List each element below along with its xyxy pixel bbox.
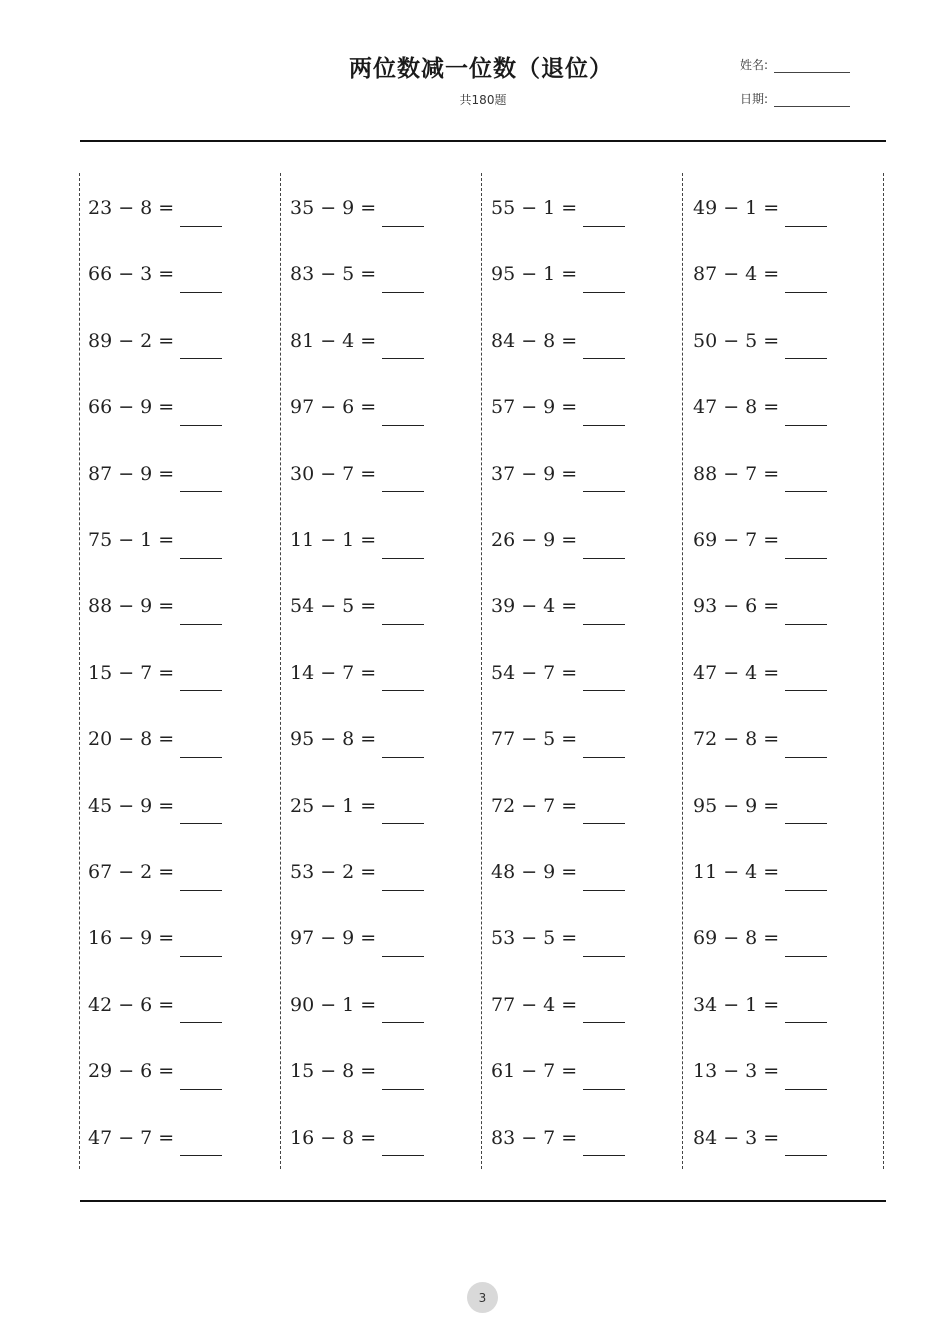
problem-item bbox=[88, 719, 222, 759]
problem-expression: 16 − 8 = bbox=[290, 1126, 377, 1149]
answer-blank[interactable] bbox=[180, 870, 222, 891]
answer-blank[interactable] bbox=[785, 538, 827, 559]
answer-blank[interactable] bbox=[785, 670, 827, 691]
answer-blank[interactable] bbox=[180, 803, 222, 824]
problem-item bbox=[491, 520, 625, 560]
problem-expression: 83 − 7 = bbox=[491, 1126, 578, 1149]
problem-item bbox=[88, 520, 222, 560]
answer-blank[interactable] bbox=[583, 870, 625, 891]
answer-blank[interactable] bbox=[382, 870, 424, 891]
problem-expression: 93 − 6 = bbox=[693, 595, 780, 618]
problem-expression: 84 − 8 = bbox=[491, 329, 578, 352]
problem-expression: 81 − 4 = bbox=[290, 329, 377, 352]
problem-item bbox=[290, 387, 424, 427]
answer-blank[interactable] bbox=[382, 1002, 424, 1023]
problem-expression: 95 − 8 = bbox=[290, 728, 377, 751]
problem-item bbox=[290, 985, 424, 1025]
answer-blank[interactable] bbox=[180, 1069, 222, 1090]
problem-item bbox=[88, 188, 222, 228]
problem-expression: 97 − 6 = bbox=[290, 396, 377, 419]
problem-item bbox=[290, 918, 424, 958]
problem-item bbox=[88, 387, 222, 427]
answer-blank[interactable] bbox=[382, 670, 424, 691]
problem-item bbox=[88, 852, 222, 892]
problem-item bbox=[693, 387, 827, 427]
problem-item bbox=[88, 1051, 222, 1091]
problem-expression: 72 − 8 = bbox=[693, 728, 780, 751]
answer-blank[interactable] bbox=[180, 1002, 222, 1023]
answer-blank[interactable] bbox=[785, 1002, 827, 1023]
answer-blank[interactable] bbox=[785, 737, 827, 758]
answer-blank[interactable] bbox=[180, 471, 222, 492]
problem-item bbox=[693, 653, 827, 693]
problem-item bbox=[88, 254, 222, 294]
problem-item bbox=[491, 1051, 625, 1091]
problem-item bbox=[693, 985, 827, 1025]
problem-item bbox=[491, 254, 625, 294]
answer-blank[interactable] bbox=[785, 405, 827, 426]
answer-blank[interactable] bbox=[785, 803, 827, 824]
answer-blank[interactable] bbox=[180, 604, 222, 625]
problem-expression: 88 − 7 = bbox=[693, 462, 780, 485]
problem-item bbox=[693, 1051, 827, 1091]
answer-blank[interactable] bbox=[583, 1135, 625, 1156]
problem-item bbox=[491, 1118, 625, 1158]
problem-expression: 47 − 7 = bbox=[88, 1126, 175, 1149]
date-label: 日期: bbox=[740, 92, 769, 106]
problem-item bbox=[290, 254, 424, 294]
problem-item bbox=[491, 918, 625, 958]
problem-expression: 34 − 1 = bbox=[693, 993, 780, 1016]
problem-expression: 42 − 6 = bbox=[88, 993, 175, 1016]
column-separator bbox=[682, 173, 683, 1169]
answer-blank[interactable] bbox=[382, 1135, 424, 1156]
problem-item bbox=[290, 786, 424, 826]
bottom-divider bbox=[80, 1200, 886, 1202]
problem-expression: 30 − 7 = bbox=[290, 462, 377, 485]
problem-item bbox=[290, 321, 424, 361]
problem-expression: 23 − 8 = bbox=[88, 197, 175, 219]
problem-expression: 97 − 9 = bbox=[290, 927, 377, 950]
problem-item bbox=[693, 520, 827, 560]
problem-item bbox=[290, 653, 424, 693]
problem-item bbox=[88, 454, 222, 494]
date-blank bbox=[774, 94, 850, 107]
worksheet-title: 两位数减一位数（退位） bbox=[349, 56, 613, 82]
answer-blank[interactable] bbox=[785, 870, 827, 891]
problem-item bbox=[693, 719, 827, 759]
answer-blank[interactable] bbox=[785, 338, 827, 359]
problem-expression: 95 − 9 = bbox=[693, 794, 780, 817]
problem-item bbox=[290, 1118, 424, 1158]
answer-blank[interactable] bbox=[785, 1135, 827, 1156]
answer-blank[interactable] bbox=[382, 737, 424, 758]
answer-blank[interactable] bbox=[583, 206, 625, 227]
problem-item bbox=[491, 852, 625, 892]
problem-item bbox=[693, 1118, 827, 1158]
problem-item bbox=[491, 321, 625, 361]
problem-expression: 47 − 4 = bbox=[693, 661, 780, 684]
problem-item bbox=[88, 1118, 222, 1158]
problem-item bbox=[290, 520, 424, 560]
problem-item bbox=[693, 786, 827, 826]
problem-item bbox=[290, 188, 424, 228]
problem-item bbox=[290, 719, 424, 759]
problem-expression: 13 − 3 = bbox=[693, 1060, 780, 1083]
problem-expression: 20 − 8 = bbox=[88, 728, 175, 751]
answer-blank[interactable] bbox=[583, 737, 625, 758]
problem-expression: 66 − 3 = bbox=[88, 263, 175, 286]
top-divider bbox=[80, 140, 886, 142]
answer-blank[interactable] bbox=[785, 206, 827, 227]
problem-item bbox=[693, 454, 827, 494]
date-field bbox=[740, 90, 850, 107]
problem-item bbox=[491, 387, 625, 427]
answer-blank[interactable] bbox=[180, 272, 222, 293]
problem-expression: 45 − 9 = bbox=[88, 794, 175, 817]
answer-blank[interactable] bbox=[583, 1002, 625, 1023]
problem-item bbox=[693, 852, 827, 892]
problem-item bbox=[693, 188, 827, 228]
answer-blank[interactable] bbox=[180, 737, 222, 758]
problem-expression: 75 − 1 = bbox=[88, 529, 175, 551]
problem-expression: 77 − 4 = bbox=[491, 993, 578, 1016]
answer-blank[interactable] bbox=[583, 604, 625, 625]
column-separator bbox=[883, 173, 884, 1169]
name-field bbox=[740, 56, 850, 73]
answer-blank[interactable] bbox=[583, 936, 625, 957]
answer-blank[interactable] bbox=[382, 338, 424, 359]
problem-expression: 69 − 7 = bbox=[693, 529, 780, 551]
problem-item bbox=[88, 653, 222, 693]
problem-expression: 87 − 4 = bbox=[693, 263, 780, 286]
problem-item bbox=[491, 719, 625, 759]
problem-item bbox=[491, 454, 625, 494]
answer-blank[interactable] bbox=[180, 405, 222, 426]
answer-blank[interactable] bbox=[785, 1069, 827, 1090]
problem-expression: 11 − 1 = bbox=[290, 529, 377, 551]
problem-expression: 53 − 5 = bbox=[491, 927, 578, 950]
problem-expression: 25 − 1 = bbox=[290, 794, 377, 817]
problem-expression: 69 − 8 = bbox=[693, 927, 780, 950]
problem-expression: 55 − 1 = bbox=[491, 197, 578, 219]
problem-expression: 57 − 9 = bbox=[491, 396, 578, 419]
problem-item bbox=[88, 786, 222, 826]
problem-expression: 39 − 4 = bbox=[491, 595, 578, 618]
answer-blank[interactable] bbox=[583, 803, 625, 824]
problem-item bbox=[693, 321, 827, 361]
answer-blank[interactable] bbox=[180, 936, 222, 957]
answer-blank[interactable] bbox=[382, 604, 424, 625]
answer-blank[interactable] bbox=[382, 1069, 424, 1090]
problem-expression: 61 − 7 = bbox=[491, 1060, 578, 1083]
answer-blank[interactable] bbox=[180, 338, 222, 359]
answer-blank[interactable] bbox=[785, 272, 827, 293]
problem-expression: 54 − 7 = bbox=[491, 661, 578, 684]
problem-item bbox=[693, 254, 827, 294]
answer-blank[interactable] bbox=[583, 1069, 625, 1090]
problem-expression: 49 − 1 = bbox=[693, 197, 780, 219]
problem-expression: 77 − 5 = bbox=[491, 728, 578, 751]
problem-expression: 16 − 9 = bbox=[88, 927, 175, 950]
problem-item bbox=[290, 1051, 424, 1091]
answer-blank[interactable] bbox=[180, 1135, 222, 1156]
answer-blank[interactable] bbox=[382, 206, 424, 227]
answer-blank[interactable] bbox=[382, 272, 424, 293]
answer-blank[interactable] bbox=[382, 538, 424, 559]
problem-expression: 11 − 4 = bbox=[693, 861, 780, 883]
column-separator bbox=[280, 173, 281, 1169]
problem-item bbox=[491, 653, 625, 693]
answer-blank[interactable] bbox=[382, 803, 424, 824]
problem-item bbox=[491, 786, 625, 826]
problem-expression: 47 − 8 = bbox=[693, 396, 780, 419]
problem-item bbox=[88, 918, 222, 958]
answer-blank[interactable] bbox=[583, 405, 625, 426]
column-separator bbox=[79, 173, 80, 1169]
answer-blank[interactable] bbox=[382, 405, 424, 426]
problem-expression: 89 − 2 = bbox=[88, 329, 175, 352]
problem-expression: 95 − 1 = bbox=[491, 263, 578, 286]
answer-blank[interactable] bbox=[180, 206, 222, 227]
problem-item bbox=[491, 985, 625, 1025]
problem-expression: 83 − 5 = bbox=[290, 263, 377, 286]
question-count: 共180题 bbox=[459, 93, 507, 107]
name-blank bbox=[774, 60, 850, 73]
problem-expression: 88 − 9 = bbox=[88, 595, 175, 618]
answer-blank[interactable] bbox=[583, 538, 625, 559]
problem-item bbox=[88, 586, 222, 626]
problem-expression: 26 − 9 = bbox=[491, 529, 578, 551]
problem-item bbox=[491, 586, 625, 626]
problem-expression: 84 − 3 = bbox=[693, 1126, 780, 1149]
column-separator bbox=[481, 173, 482, 1169]
problem-item bbox=[693, 586, 827, 626]
problem-item bbox=[693, 918, 827, 958]
problem-expression: 66 − 9 = bbox=[88, 396, 175, 419]
answer-blank[interactable] bbox=[785, 471, 827, 492]
problem-expression: 67 − 2 = bbox=[88, 861, 175, 883]
answer-blank[interactable] bbox=[583, 670, 625, 691]
problem-item bbox=[491, 188, 625, 228]
problem-expression: 50 − 5 = bbox=[693, 329, 780, 352]
problem-expression: 48 − 9 = bbox=[491, 861, 578, 883]
answer-blank[interactable] bbox=[382, 471, 424, 492]
name-label: 姓名: bbox=[740, 58, 769, 72]
problem-expression: 29 − 6 = bbox=[88, 1060, 175, 1083]
problem-expression: 90 − 1 = bbox=[290, 993, 377, 1016]
problem-expression: 15 − 7 = bbox=[88, 661, 175, 684]
problem-item bbox=[290, 586, 424, 626]
answer-blank[interactable] bbox=[785, 936, 827, 957]
problem-expression: 54 − 5 = bbox=[290, 595, 377, 618]
problem-item bbox=[290, 454, 424, 494]
answer-blank[interactable] bbox=[583, 471, 625, 492]
answer-blank[interactable] bbox=[583, 272, 625, 293]
problem-item bbox=[88, 985, 222, 1025]
problem-expression: 35 − 9 = bbox=[290, 197, 377, 219]
page-number-badge: 3 bbox=[467, 1282, 498, 1313]
problem-expression: 15 − 8 = bbox=[290, 1060, 377, 1083]
problem-item bbox=[290, 852, 424, 892]
answer-blank[interactable] bbox=[785, 604, 827, 625]
problem-item bbox=[88, 321, 222, 361]
answer-blank[interactable] bbox=[583, 338, 625, 359]
answer-blank[interactable] bbox=[382, 936, 424, 957]
answer-blank[interactable] bbox=[180, 538, 222, 559]
problem-expression: 14 − 7 = bbox=[290, 661, 377, 684]
problem-expression: 53 − 2 = bbox=[290, 861, 377, 883]
problem-expression: 72 − 7 = bbox=[491, 794, 578, 817]
answer-blank[interactable] bbox=[180, 670, 222, 691]
problem-expression: 37 − 9 = bbox=[491, 462, 578, 485]
problem-expression: 87 − 9 = bbox=[88, 462, 175, 485]
